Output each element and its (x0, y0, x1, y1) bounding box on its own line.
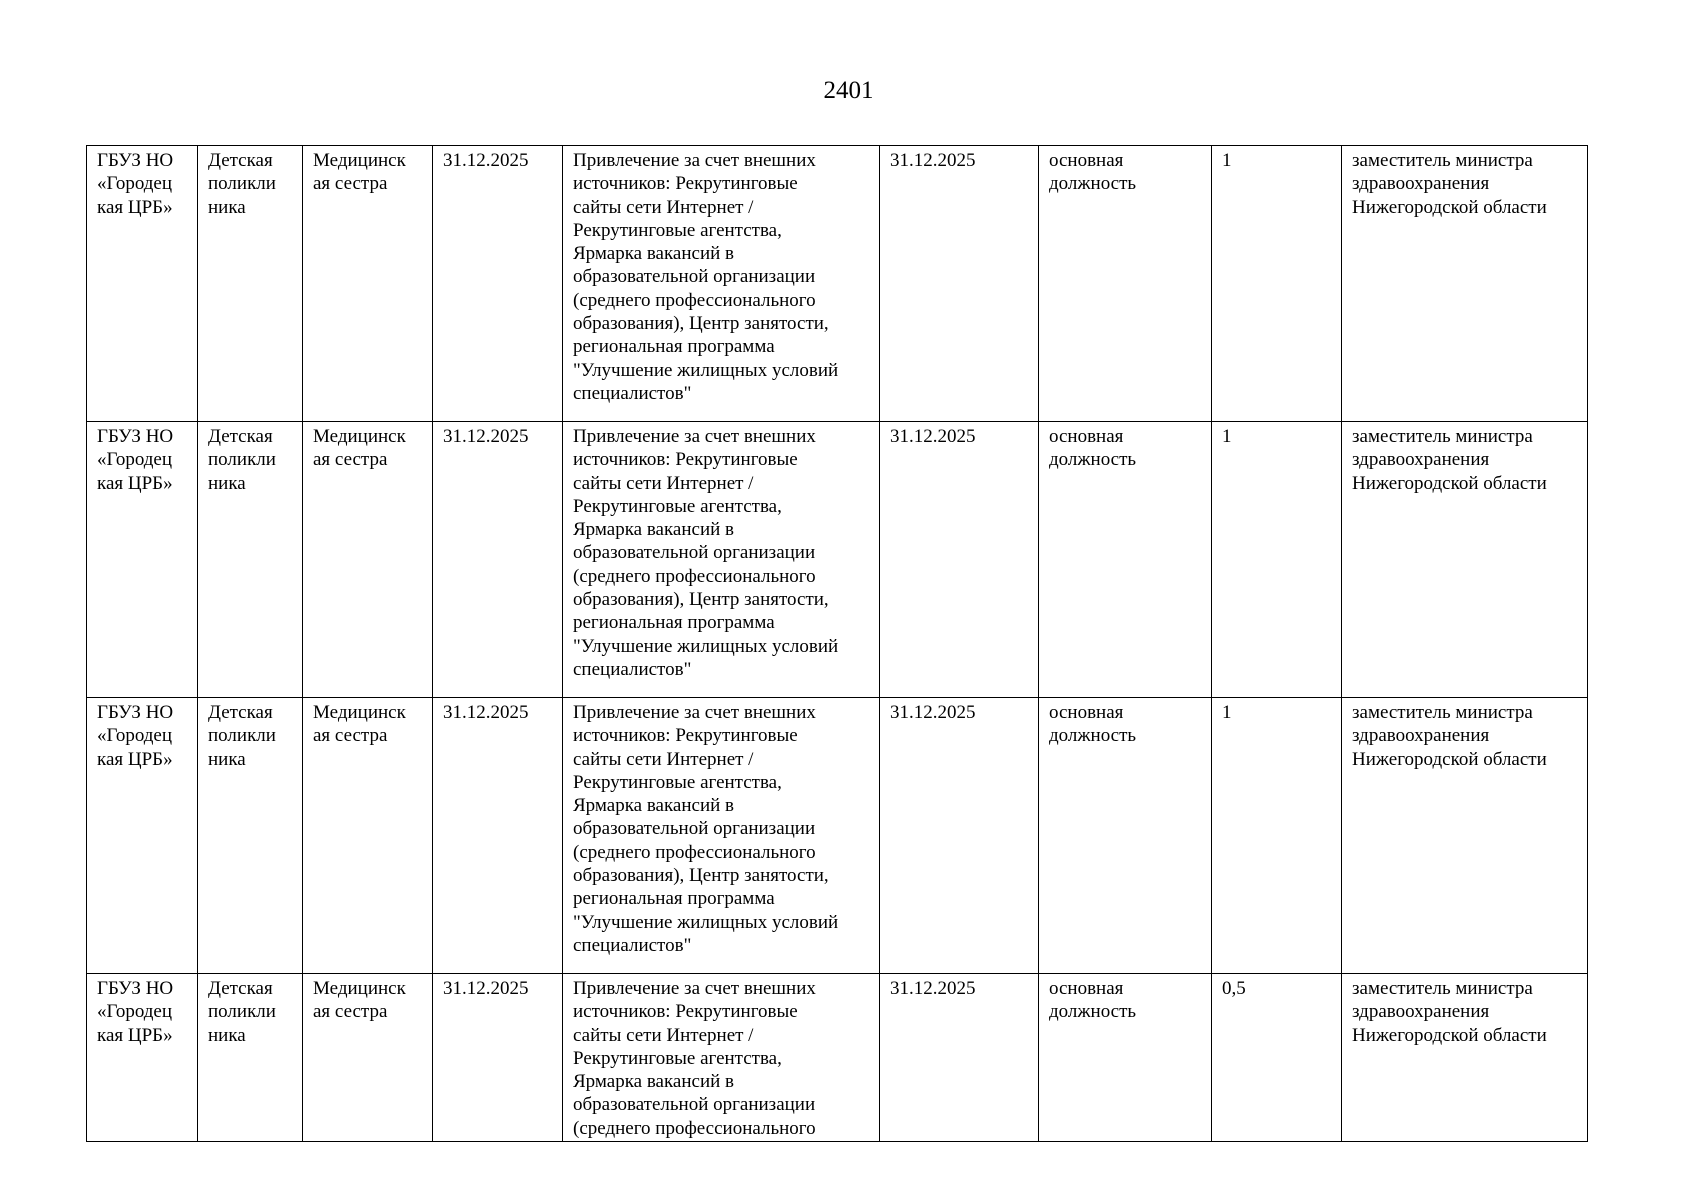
responsible-cell (1342, 698, 1588, 974)
cell-line: заместитель министра (1352, 426, 1533, 447)
table-body (87, 146, 1588, 1142)
cell-line: Детская (208, 702, 273, 723)
cell-line: (среднего профессионального (573, 1117, 816, 1139)
rate-cell: 0,5 (1212, 974, 1342, 1142)
cell-line: образования), Центр занятости, (573, 865, 829, 887)
responsible-cell (1342, 422, 1588, 698)
cell-line: (среднего профессионального (573, 565, 816, 587)
method-cell (563, 146, 880, 422)
cell-line: источников: Рекрутинговые (573, 449, 798, 471)
cell-line: специалистов" (573, 658, 692, 680)
cell-line: сайты сети Интернет / (573, 196, 754, 218)
cell-line: Привлечение за счет внешних (573, 978, 816, 999)
cell-line: Ярмарка вакансий в (573, 519, 735, 541)
cell-line: сайты сети Интернет / (573, 1024, 754, 1046)
department-cell (198, 974, 303, 1142)
cell-line: заместитель министра (1352, 150, 1533, 171)
rate-cell: 1 (1212, 146, 1342, 422)
cell-line: поликли (208, 1001, 276, 1023)
cell-line: образовательной организации (573, 818, 816, 840)
cell-line: Привлечение за счет внешних (573, 702, 816, 723)
table-row (87, 422, 1588, 698)
date-start-cell: 31.12.2025 (433, 974, 563, 1142)
cell-line: "Улучшение жилищных условий (573, 635, 839, 657)
cell-line: сайты сети Интернет / (573, 472, 754, 494)
cell-line: региональная программа (573, 612, 775, 634)
cell-line: Ярмарка вакансий в (573, 243, 735, 265)
date-start-cell: 31.12.2025 (433, 146, 563, 422)
cell-line: должность (1049, 449, 1137, 471)
cell-line: кая ЦРБ» (97, 1024, 173, 1046)
cell-line: ая сестра (313, 449, 388, 471)
date-start-cell: 31.12.2025 (433, 698, 563, 974)
cell-line: Рекрутинговые агентства, (573, 495, 782, 517)
cell-line: Нижегородской области (1352, 472, 1547, 494)
cell-line: здравоохранения (1352, 1001, 1490, 1023)
responsible-cell (1342, 146, 1588, 422)
cell-line: Медицинск (313, 426, 406, 447)
cell-line: основная (1049, 978, 1124, 999)
cell-line: кая ЦРБ» (97, 748, 173, 770)
cell-line: основная (1049, 702, 1124, 723)
table-row (87, 698, 1588, 974)
cell-line: ГБУЗ НО (97, 426, 174, 447)
position-cell (303, 974, 433, 1142)
cell-line: ая сестра (313, 1001, 388, 1023)
organization-cell (87, 146, 198, 422)
rate-cell: 1 (1212, 698, 1342, 974)
cell-line: ника (208, 472, 246, 494)
cell-line: поликли (208, 173, 276, 195)
cell-line: сайты сети Интернет / (573, 748, 754, 770)
cell-line: заместитель министра (1352, 702, 1533, 723)
employment-type-cell (1039, 698, 1212, 974)
cell-line: ника (208, 196, 246, 218)
cell-line: здравоохранения (1352, 725, 1490, 747)
cell-line: Ярмарка вакансий в (573, 1071, 735, 1093)
cell-line: ГБУЗ НО (97, 978, 174, 999)
date-end-cell: 31.12.2025 (880, 974, 1039, 1142)
organization-cell (87, 422, 198, 698)
cell-line: "Улучшение жилищных условий (573, 911, 839, 933)
method-cell (563, 974, 880, 1142)
table-row (87, 146, 1588, 422)
cell-line: ГБУЗ НО (97, 150, 174, 171)
cell-line: "Улучшение жилищных условий (573, 359, 839, 381)
cell-line: кая ЦРБ» (97, 196, 173, 218)
department-cell (198, 146, 303, 422)
cell-line: Рекрутинговые агентства, (573, 1047, 782, 1069)
cell-line: должность (1049, 725, 1137, 747)
page-number: 2401 (823, 77, 874, 104)
responsible-cell (1342, 974, 1588, 1142)
cell-line: здравоохранения (1352, 449, 1490, 471)
cell-line: Ярмарка вакансий в (573, 795, 735, 817)
cell-line: Рекрутинговые агентства, (573, 219, 782, 241)
cell-line: образовательной организации (573, 266, 816, 288)
cell-line: ГБУЗ НО (97, 702, 174, 723)
cell-line: специалистов" (573, 934, 692, 956)
cell-line: образовательной организации (573, 1094, 816, 1116)
cell-line: источников: Рекрутинговые (573, 173, 798, 195)
position-cell (303, 146, 433, 422)
cell-line: основная (1049, 150, 1124, 171)
cell-line: ая сестра (313, 173, 388, 195)
cell-line: ника (208, 748, 246, 770)
table-row (87, 974, 1588, 1142)
position-cell (303, 422, 433, 698)
cell-line: региональная программа (573, 888, 775, 910)
cell-line: образования), Центр занятости, (573, 589, 829, 611)
cell-line: образования), Центр занятости, (573, 313, 829, 335)
cell-line: Рекрутинговые агентства, (573, 771, 782, 793)
cell-line: Нижегородской области (1352, 1024, 1547, 1046)
cell-line: здравоохранения (1352, 173, 1490, 195)
cell-line: Детская (208, 150, 273, 171)
date-end-cell: 31.12.2025 (880, 698, 1039, 974)
cell-line: Нижегородской области (1352, 196, 1547, 218)
cell-line: «Городец (97, 1001, 173, 1023)
cell-line: заместитель министра (1352, 978, 1533, 999)
rate-cell: 1 (1212, 422, 1342, 698)
department-cell (198, 422, 303, 698)
cell-line: специалистов" (573, 382, 692, 404)
cell-line: (среднего профессионального (573, 289, 816, 311)
cell-line: должность (1049, 1001, 1137, 1023)
employment-type-cell (1039, 422, 1212, 698)
organization-cell (87, 698, 198, 974)
cell-line: поликли (208, 725, 276, 747)
cell-line: Медицинск (313, 978, 406, 999)
employment-type-cell (1039, 974, 1212, 1142)
date-end-cell: 31.12.2025 (880, 146, 1039, 422)
employment-type-cell (1039, 146, 1212, 422)
cell-line: ника (208, 1024, 246, 1046)
cell-line: Привлечение за счет внешних (573, 426, 816, 447)
cell-line: Нижегородской области (1352, 748, 1547, 770)
cell-line: должность (1049, 173, 1137, 195)
cell-line: региональная программа (573, 336, 775, 358)
position-cell (303, 698, 433, 974)
cell-line: «Городец (97, 173, 173, 195)
cell-line: Детская (208, 426, 273, 447)
method-cell (563, 422, 880, 698)
cell-line: Медицинск (313, 702, 406, 723)
organization-cell (87, 974, 198, 1142)
cell-line: кая ЦРБ» (97, 472, 173, 494)
cell-line: образовательной организации (573, 542, 816, 564)
department-cell (198, 698, 303, 974)
cell-line: источников: Рекрутинговые (573, 725, 798, 747)
cell-line: источников: Рекрутинговые (573, 1001, 798, 1023)
staffing-table (86, 145, 1588, 1142)
cell-line: (среднего профессионального (573, 841, 816, 863)
method-cell (563, 698, 880, 974)
cell-line: ая сестра (313, 725, 388, 747)
date-start-cell: 31.12.2025 (433, 422, 563, 698)
cell-line: Детская (208, 978, 273, 999)
cell-line: «Городец (97, 725, 173, 747)
cell-line: основная (1049, 426, 1124, 447)
cell-line: Привлечение за счет внешних (573, 150, 816, 171)
cell-line: поликли (208, 449, 276, 471)
cell-line: «Городец (97, 449, 173, 471)
cell-line: Медицинск (313, 150, 406, 171)
date-end-cell: 31.12.2025 (880, 422, 1039, 698)
